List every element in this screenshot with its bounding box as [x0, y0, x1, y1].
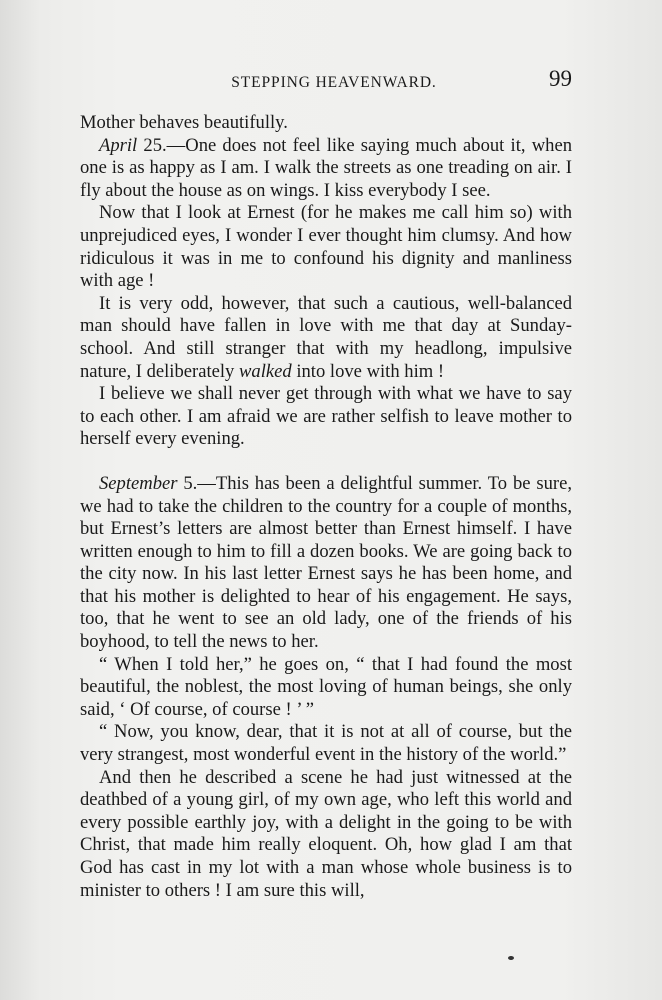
paragraph	[80, 383, 572, 451]
paragraph-text: “ Now, you know, dear, that it is not at all of course, but the very strangest, most wonderful event in the history of the world.”	[80, 721, 572, 766]
running-title: STEPPING HEAVENWARD.	[231, 74, 437, 91]
paragraph-text: Now that I look at Ernest (for he makes me call him so) with unprejudiced eyes, I wonder I ever thought him clumsy. And how ridiculous it was in me to confound his dignity and manliness with age !	[80, 202, 572, 292]
paragraph-text: “ When I told her,” he goes on, “ that I had found the most beautiful, the noblest, the most loving of human beings, she only said, ‘ Of course, of course ! ’ ”	[80, 653, 572, 720]
page-number: 99	[549, 66, 572, 91]
paragraph-text: And then he described a scene he had just witnessed at the deathbed of a young girl, of my own age, who left this world and every possible earthly joy, with a delight in the going to be with Christ, that made him really eloquent. Oh, how glad I am that God has cast in my lot with a man whose whole business is to minister to others ! I am sure this will,	[80, 766, 572, 901]
paragraph	[80, 293, 572, 383]
ink-smudge	[508, 956, 514, 960]
paragraph-text: Mother behaves beautifully.	[80, 112, 288, 133]
italic-word: walked	[239, 360, 292, 382]
paragraph	[80, 721, 572, 766]
paragraph-dated-entry	[80, 473, 572, 654]
paragraph-text: 5.—This has been a delightful summer. To be sure, we had to take the children to the country for a couple of months, but Ernest’s letters are almost better than Ernest himself. I have written enough to him to fill a dozen books. We are going back to the city now. In his last letter Ernest says he has been home, and that his mother is delighted to hear of his engagement. He says, too, that he went to see an old lady, one of the friends of his boyhood, to tell the news to her.	[80, 472, 572, 653]
paragraph-dated-entry	[80, 135, 572, 203]
entry-date-month: April	[99, 134, 138, 156]
paragraph	[80, 654, 572, 722]
paragraph	[80, 767, 572, 903]
paragraph-text: 25.—One does not feel like saying much about it, when one is as happy as I am. I walk the streets as one treading on air. I fly about the house as on wings. I kiss everybody I see.	[80, 134, 572, 201]
paragraph-text-tail: into love with him !	[291, 360, 445, 382]
paragraph	[80, 202, 572, 292]
body-text	[80, 112, 572, 902]
paragraph-text: It is very odd, however, that such a cautious, well-balanced man should have fallen in love with me that day at Sunday-school. And still stranger that with my headlong, impulsive nature, I deliberately	[80, 292, 572, 382]
entry-date-month: September	[99, 472, 178, 494]
running-head	[96, 66, 572, 96]
paragraph	[80, 112, 572, 135]
paragraph-text: I believe we shall never get through with what we have to say to each other. I am afraid we are rather selfish to leave mother to herself every evening.	[80, 383, 572, 450]
